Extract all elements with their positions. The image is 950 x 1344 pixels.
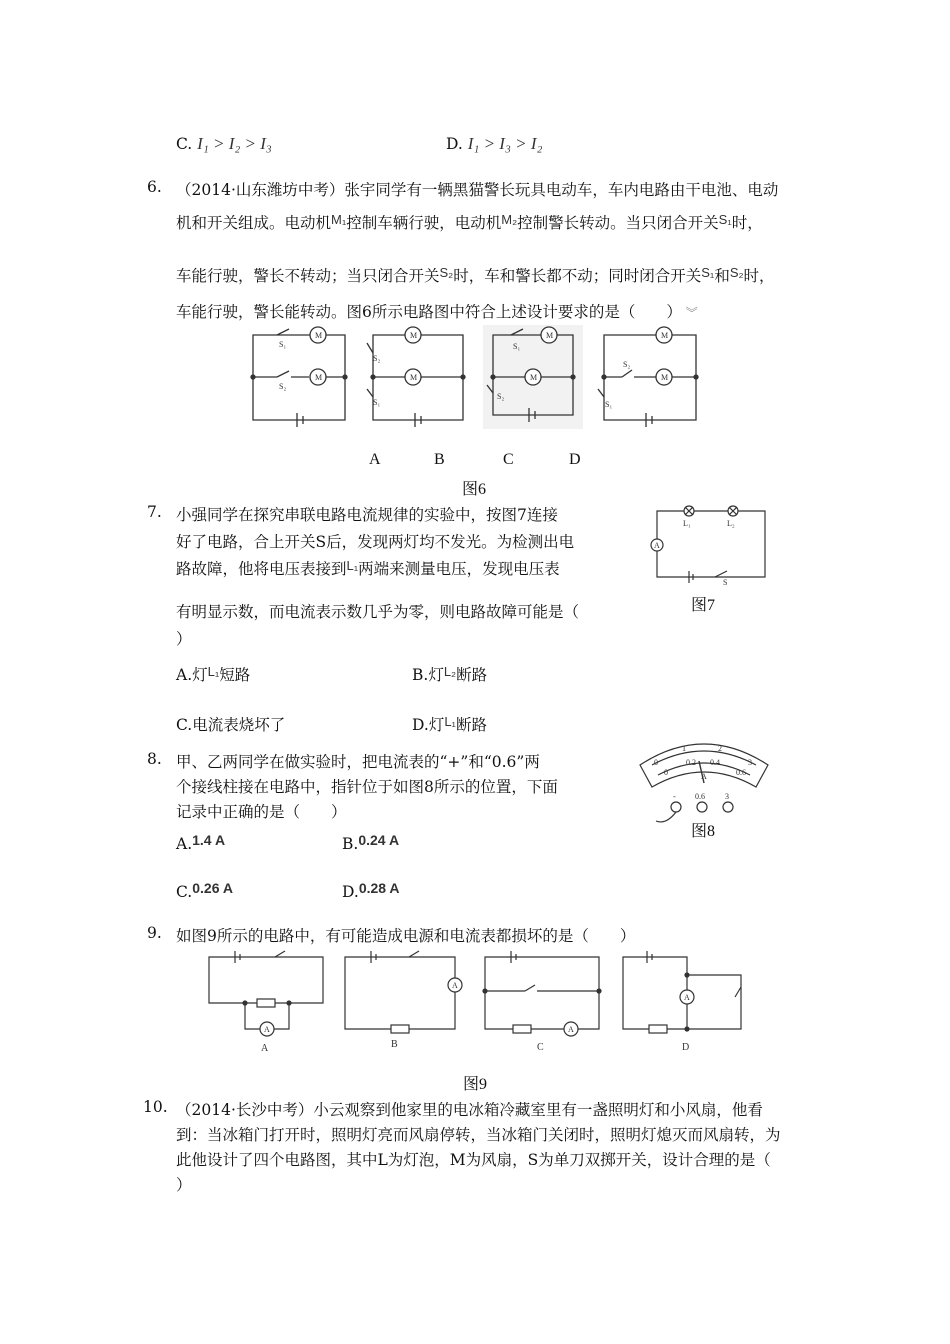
fig8-inner-tick-2: 0.4: [710, 758, 720, 767]
svg-text:M: M: [315, 331, 323, 340]
q8-text-line1: 甲、乙两同学在做实验时，把电流表的“+”和“0.6”两: [176, 753, 540, 771]
q8-option-a[interactable]: A.1.4 A: [176, 832, 226, 853]
fig9-label-a: A: [261, 1043, 269, 1054]
svg-text:S₁: S₁: [513, 342, 521, 351]
q6-text-line2: 机和开关组成。电动机$^{M_1}$控制车辆行驶，电动机$^{M_2}$控制警长转动。当只闭合开关$^{S_1}$时，: [176, 212, 763, 232]
q6-text-line1: （2014·山东潍坊中考）张宇同学有一辆黑猫警长玩具电动车，车内电路由干电池、电动: [176, 181, 779, 199]
figure-8-ammeter: [636, 735, 772, 825]
q8-text-line3: 记录中正确的是（ ）: [176, 803, 347, 821]
svg-text:S₂: S₂: [623, 360, 631, 369]
fig6-label-a[interactable]: A: [369, 451, 381, 468]
svg-text:A: A: [568, 1025, 574, 1034]
fig9-circuit-b: [345, 951, 462, 1033]
q7-text-line2: 好了电路，合上开关S后，发现两灯均不发光。为检测出电: [176, 533, 575, 551]
fig9-circuit-c: [483, 951, 601, 1036]
q8-option-c[interactable]: C.0.26 A: [176, 880, 233, 901]
fig8-outer-tick-3: 3: [748, 758, 752, 767]
q7-option-b[interactable]: B.灯$^{L_2}$断路: [412, 664, 488, 684]
fig9-label-d: D: [682, 1042, 690, 1053]
fig6-label-d[interactable]: D: [569, 451, 581, 468]
svg-text:S₁: S₁: [605, 400, 613, 409]
fig8-outer-tick-2: 2: [718, 744, 722, 753]
q10-text-line4: ）: [176, 1176, 192, 1194]
q9-number: 9.: [147, 924, 162, 942]
fig9-caption: 图9: [463, 1076, 488, 1093]
fig8-terminal-06: 0.6: [695, 792, 705, 801]
fig8-inner-tick-1: 0.2: [686, 758, 696, 767]
svg-text:M: M: [530, 373, 538, 382]
fig8-outer-tick-0: 0: [654, 758, 658, 767]
q10-text-line2: 到：当冰箱门打开时，照明灯亮而风扇停转，当冰箱门关闭时，照明灯熄灭而风扇转，为: [176, 1126, 781, 1144]
fig8-inner-tick-0: 0: [664, 768, 668, 777]
fig7-l2-label: L₂: [727, 519, 735, 528]
fig8-terminal-neg: -: [673, 792, 676, 801]
q9-text-line1: 如图9所示的电路中，有可能造成电源和电流表都损坏的是（ ）: [176, 927, 636, 945]
q10-text-line1: （2014·长沙中考）小云观察到他家里的电冰箱冷藏室里有一盏照明灯和小风扇，他看: [176, 1101, 763, 1119]
fig6-label-c[interactable]: C: [503, 451, 514, 468]
q5-option-c[interactable]: C. I₁ > I₂ > I₃: [176, 134, 272, 153]
fig7-caption: 图7: [691, 597, 716, 614]
svg-text:S₁: S₁: [279, 340, 287, 349]
svg-text:A: A: [452, 981, 458, 990]
svg-text:M: M: [410, 331, 418, 340]
svg-text:M: M: [661, 373, 669, 382]
fig9-label-c: C: [537, 1042, 544, 1053]
fig9-circuit-a: [209, 951, 323, 1036]
q6-text-line4: 车能行驶，警长能转动。图6所示电路图中符合上述设计要求的是（ ） ︾: [176, 303, 698, 321]
q7-option-a[interactable]: A.灯$^{L_1}$短路: [176, 664, 251, 684]
fig8-unit: A: [701, 772, 707, 781]
svg-text:S₂: S₂: [373, 354, 381, 363]
q5-option-c-expression: I₁ > I₂ > I₃: [197, 134, 272, 153]
q7-text-line5: ）: [176, 630, 192, 648]
fig6-circuit-a: [251, 327, 347, 427]
q10-text-line3: 此他设计了四个电路图，其中L为灯泡，M为风扇，S为单刀双掷开关，设计合理的是（: [176, 1151, 771, 1169]
q5-option-d-expression: I₁ > I₃ > I₂: [467, 134, 543, 153]
fig7-l1-label: L₁: [683, 519, 691, 528]
q6-text-line3: 车能行驶，警长不转动；当只闭合开关$^{S_2}$时，车和警长都不动；同时闭合开关$^{S_1}$和$^{S_2}$时，: [176, 265, 775, 285]
q7-text-line1: 小强同学在探究串联电路电流规律的实验中，按图7连接: [176, 506, 558, 524]
q8-option-d[interactable]: D.0.28 A: [342, 880, 400, 901]
fig9-label-b: B: [391, 1039, 398, 1050]
figure-6-circuits: [245, 325, 705, 435]
fig6-caption: 图6: [462, 481, 487, 498]
fig7-ammeter-label: A: [654, 541, 660, 550]
q7-number: 7.: [147, 503, 162, 521]
svg-text:M: M: [315, 373, 323, 382]
fig8-inner-tick-3: 0.6: [736, 768, 746, 777]
fig6-circuit-d: [598, 327, 698, 427]
svg-text:M: M: [546, 331, 554, 340]
svg-text:M: M: [661, 331, 669, 340]
figure-9-circuits: [205, 947, 750, 1057]
svg-text:S₁: S₁: [373, 398, 381, 407]
svg-text:S₂: S₂: [279, 382, 287, 391]
fig8-terminal-3: 3: [725, 792, 729, 801]
svg-text:M: M: [410, 373, 418, 382]
q6-number: 6.: [147, 178, 162, 196]
q8-option-b[interactable]: B.0.24 A: [342, 832, 400, 853]
q8-number: 8.: [147, 750, 162, 768]
fig8-caption: 图8: [691, 823, 716, 840]
q7-text-line4: 有明显示数，而电流表示数几乎为零，则电路故障可能是（: [176, 603, 580, 621]
q7-option-c[interactable]: C.电流表烧坏了: [176, 716, 286, 734]
q5-option-d[interactable]: D. I₁ > I₃ > I₂: [446, 134, 543, 153]
q7-option-d[interactable]: D.灯$^{L_1}$断路: [412, 714, 487, 734]
q7-text-line3: 路故障，他将电压表接到$^{L_1}$两端来测量电压，发现电压表: [176, 558, 560, 578]
q8-text-line2: 个接线柱接在电路中，指针位于如图8所示的位置，下面: [176, 778, 558, 796]
figure-7-circuit: [645, 497, 775, 589]
fig9-circuit-d: [623, 951, 741, 1033]
fig8-outer-tick-1: 1: [682, 744, 686, 753]
svg-text:S₂: S₂: [497, 392, 505, 401]
svg-text:A: A: [264, 1025, 270, 1034]
q10-number: 10.: [143, 1098, 168, 1116]
svg-text:A: A: [684, 993, 690, 1002]
fig6-label-b[interactable]: B: [434, 451, 445, 468]
fig7-switch-label: S: [723, 578, 728, 587]
